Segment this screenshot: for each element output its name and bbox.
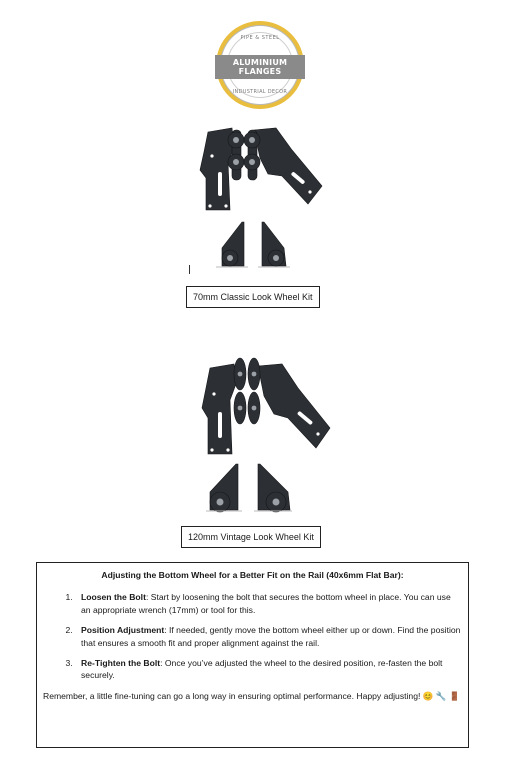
logo-top-text: PIPE & STEEL (240, 35, 280, 41)
caption-vintage-kit: 120mm Vintage Look Wheel Kit (181, 526, 321, 548)
vintage-wheel-kit-image (196, 354, 336, 516)
instructions-box (36, 562, 469, 748)
closing-note: Remember, a little fine-tuning can go a long way in ensuring optimal performance. Happy adjusting! 😊 🔧 🚪 (43, 690, 460, 701)
logo-band (215, 55, 305, 79)
logo-line1: ALUMINIUM (232, 58, 288, 67)
logo-line2: FLANGES (238, 67, 282, 76)
step-heading: Position Adjustment (81, 625, 165, 636)
step-text: : Once you’ve adjusted the wheel to the desired position, re-fasten the bolt securely. (81, 658, 443, 681)
step-heading: Loosen the Bolt (81, 592, 146, 603)
step-item (75, 591, 462, 616)
instructions-steps (43, 591, 462, 681)
logo-bottom-text: INDUSTRIAL DECOR (232, 89, 288, 95)
caption-classic-kit: 70mm Classic Look Wheel Kit (186, 286, 320, 308)
classic-wheel-kit-image (196, 122, 328, 272)
instructions-title: Adjusting the Bottom Wheel for a Better Fit on the Rail (40x6mm Flat Bar): (101, 570, 404, 580)
step-text: : Start by loosening the bolt that secures the bottom wheel in place. You can use an appropriate wrench (17mm) or tool for this. (81, 592, 451, 615)
step-heading: Re-Tighten the Bolt (81, 658, 161, 669)
step-text: : If needed, gently move the bottom wheel either up or down. Find the position that ensures a smooth fit and proper alignment against the rail. (81, 625, 461, 648)
step-item (75, 624, 462, 649)
brand-logo (216, 21, 304, 109)
step-item (75, 657, 462, 682)
text-cursor (189, 265, 190, 274)
